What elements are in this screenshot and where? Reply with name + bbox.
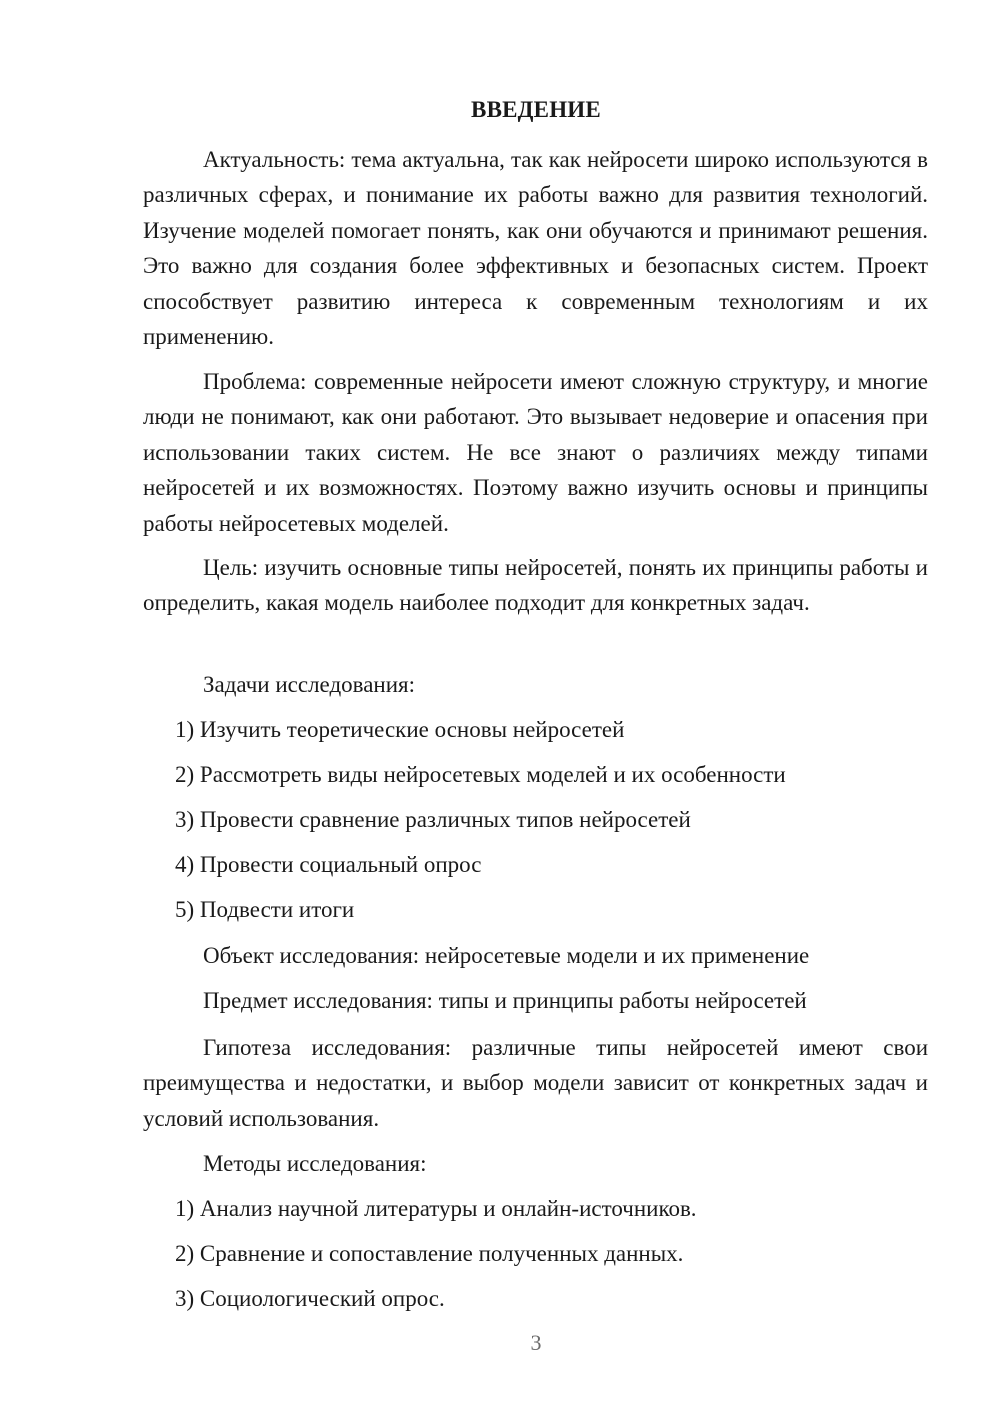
method-item: 2) Сравнение и сопоставление полученных данных. [175,1241,684,1266]
object-line: Объект исследования: нейросетевые модели и их применение [203,943,810,968]
tasks-heading: Задачи исследования: [203,672,416,697]
goal-paragraph: Цель: изучить основные типы нейросетей, понять их принципы работы и определить, какая модель наиболее подходит для конкретных задач. [143,555,928,616]
methods-heading: Методы исследования: [203,1151,427,1176]
method-item: 1) Анализ научной литературы и онлайн-источников. [175,1196,697,1221]
section-title: ВВЕДЕНИЕ [471,97,601,122]
task-item: 5) Подвести итоги [175,897,355,922]
problem-paragraph: Проблема: современные нейросети имеют сложную структуру, и многие люди не понимают, как они работают. Это вызывает недоверие и опасения при использовании таких систем. Не все знают о различиях между типами нейросетей и их возможностях. Поэтому важно изучить основы и принципы работы нейросетевых моделей. [143,369,928,536]
task-item: 2) Рассмотреть виды нейросетевых моделей и их особенности [175,762,786,787]
relevance-paragraph: Актуальность: тема актуальна, так как нейросети широко используются в различных сферах, и понимание их работы важно для развития технологий. Изучение моделей помогает понять, как они обучаются и принимают решения. Это важно для создания более эффективных и безопасных систем. Проект способствует развитию интереса к современным технологиям и их применению. [143,147,928,350]
task-item: 3) Провести сравнение различных типов нейросетей [175,807,691,832]
task-item: 4) Провести социальный опрос [175,852,482,877]
subject-line: Предмет исследования: типы и принципы работы нейросетей [203,988,807,1013]
task-item: 1) Изучить теоретические основы нейросетей [175,717,625,742]
page-number: 3 [530,1330,542,1355]
method-item: 3) Социологический опрос. [175,1286,445,1311]
hypothesis-paragraph: Гипотеза исследования: различные типы нейросетей имеют свои преимущества и недостатки, и выбор модели зависит от конкретных задач и условий использования. [143,1035,928,1131]
